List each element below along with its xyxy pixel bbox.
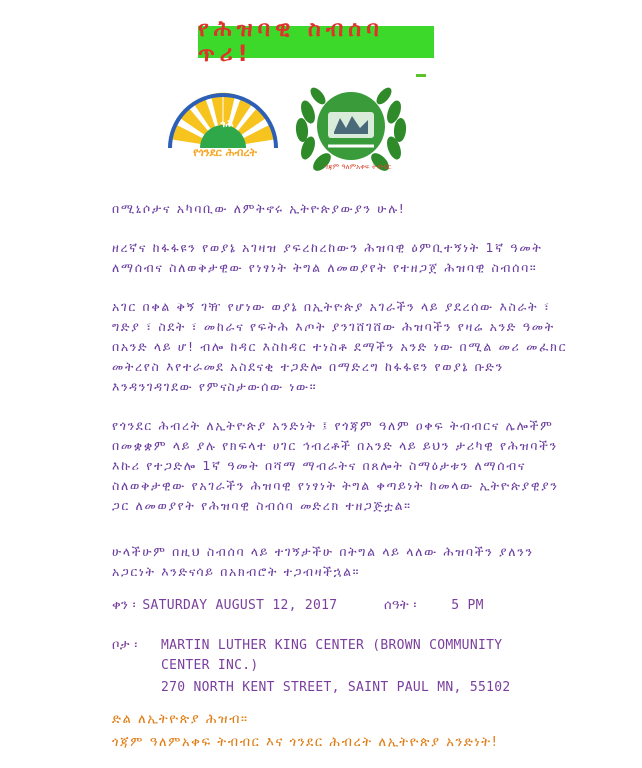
flyer-title: የሕዝባዊ ስብሰባ ጥሪ! <box>198 26 434 58</box>
decorative-dash <box>416 74 426 77</box>
gonder-union-logo-text: የጎንደር ሕብረት <box>193 146 257 159</box>
time-value: 5 PM <box>451 598 484 613</box>
venue-line-3: 270 NORTH KENT STREET, SAINT PAUL MN, 55102 <box>161 680 511 695</box>
venue-label: ቦታ ፡ <box>112 638 138 653</box>
paragraph-1: ዘረኛና ከፋፋዩን የወያኔ አገዛዝ ያፍረከረከውን ሕዝባዊ ዕምቢተኝነት 1ኛ ዓመት ለማሰብና ስለወቅታዊው የነፃነት ትግል ለመወያየት የተዘጋጀ ሕዝባዊ ስብሰባ። <box>112 240 543 275</box>
gojjam-cooperation-logo-text: ጎጃም ዓለምአቀፍ ትብብር <box>324 163 392 171</box>
venue-line-1: MARTIN LUTHER KING CENTER (BROWN COMMUNITY <box>161 638 503 653</box>
date-label: ቀን ፡ <box>112 598 136 613</box>
paragraph-3: የጎንደር ሕብረት ለኢትዮጵያ አንድነት ፤ የጎጃም ዓለም ዐቀፍ ትብብርና ሌሎችም በመቋቋም ላይ ያሉ የክፍላተ ሀገር ኅብረቶች በአንድ ላይ ይህን ታሪካዊ የሕዝባችን እኩሪ የተጋድሎ 1ኛ ዓመት በሻማ ማብራትና በጸሎት ስማዕታቱን ለማሰብና ስለወቅታዊው የአገራችን ሕዝባዊ የነፃነት ትግል ቀጣይነት ከመላው ኢትዮጵያዊያን ጋር ለመወያየት የሕዝባዊ ስብሰባ መድረክ ተዘጋጅቷል። <box>112 418 559 513</box>
paragraph-4: ሁላችሁም በዚህ ስብሰባ ላይ ተገኝታችሁ በትግል ላይ ላለው ሕዝባችን ያለንን አጋርነት እንድናሳይ በአክብሮት ተጋብዛችኋል። <box>112 544 534 579</box>
logo-badge-text: ጎሕ <box>220 119 234 130</box>
closing-line-1: ድል ለኢትዮጵያ ሕዝብ። <box>112 712 249 727</box>
salutation: በሚኒሶታና አካባቢው ለምትኖሩ ኢትዮጵያውያን ሁሉ! <box>112 201 406 216</box>
closing-line-2: ጎጃም ዓለምአቀፍ ትብብር እና ጎንደር ሕብረት ለኢትዮጵያ አንድነት! <box>112 735 499 750</box>
date-line <box>112 598 337 613</box>
date-value: SATURDAY AUGUST 12, 2017 <box>142 598 338 613</box>
venue-line-2: CENTER INC.) <box>161 658 259 673</box>
time-label: ሰዓት ፡ <box>384 598 417 613</box>
time-line <box>384 598 484 613</box>
paragraph-2: አገር በቀል ቅኝ ገዥ የሆነው ወያኔ በኢትዮጵያ አገራችን ላይ ያደረሰው እስራት ፣ ግድያ ፣ ስደት ፣ መከራና የፍትሕ እጦት ያንገሸገሸው ሕዝባችን የዛሬ አንድ ዓመት በአንድ ላይ ሆ! ብሎ ከዳር እስከዳር ተነስቶ ደማችን አንድ ነው በሚል መሪ መፈክር መትረየስ እየተራመደ አስደናቂ ተጋድሎ በማድረግ ከፋፋዩን የወያኔ ቡድን እንዳንገዳገደው የምናስታውሰው ነው። <box>112 299 568 394</box>
